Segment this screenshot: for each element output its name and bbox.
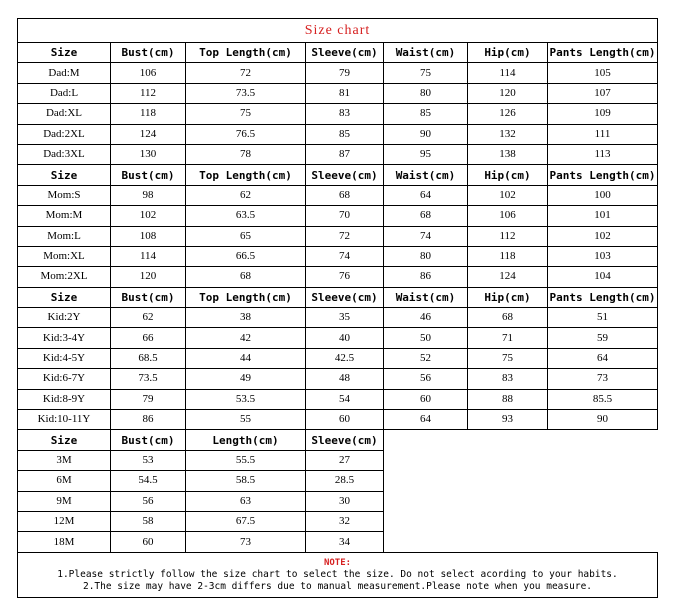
value-cell: 114 (468, 63, 548, 83)
mom-header-row (18, 165, 658, 185)
value-cell: 104 (548, 267, 658, 287)
value-cell: 34 (306, 532, 384, 552)
value-cell: 130 (111, 144, 186, 164)
size-cell: 9M (18, 491, 111, 511)
value-cell: 85 (384, 104, 468, 124)
size-cell: Kid:8-9Y (18, 389, 111, 409)
size-cell: Kid:2Y (18, 308, 111, 328)
value-cell: 32 (306, 511, 384, 531)
kid-header-cell: Bust(cm) (111, 287, 186, 307)
value-cell: 63.5 (186, 206, 306, 226)
value-cell: 68 (186, 267, 306, 287)
value-cell: 30 (306, 491, 384, 511)
value-cell: 42 (186, 328, 306, 348)
value-cell: 54.5 (111, 471, 186, 491)
value-cell: 102 (548, 226, 658, 246)
mom-header-cell: Pants Length(cm) (548, 165, 658, 185)
baby-header-cell: Length(cm) (186, 430, 306, 450)
table-row (18, 328, 658, 348)
size-cell: Kid:3-4Y (18, 328, 111, 348)
dad-header-cell: Waist(cm) (384, 43, 468, 63)
value-cell: 72 (186, 63, 306, 83)
value-cell: 90 (548, 410, 658, 430)
table-row (18, 104, 658, 124)
kid-header-cell: Size (18, 287, 111, 307)
size-chart-table (17, 18, 658, 598)
mom-header-cell: Top Length(cm) (186, 165, 306, 185)
size-cell: 12M (18, 511, 111, 531)
value-cell: 28.5 (306, 471, 384, 491)
table-row (18, 206, 658, 226)
value-cell: 75 (468, 348, 548, 368)
value-cell: 73 (186, 532, 306, 552)
size-cell: Dad:M (18, 63, 111, 83)
value-cell: 65 (186, 226, 306, 246)
kid-header-cell: Pants Length(cm) (548, 287, 658, 307)
value-cell: 70 (306, 206, 384, 226)
value-cell: 86 (111, 410, 186, 430)
note-title: NOTE: (323, 557, 352, 568)
chart-title: Size chart (18, 19, 658, 43)
value-cell: 51 (548, 308, 658, 328)
value-cell: 42.5 (306, 348, 384, 368)
baby-header-row (18, 430, 658, 450)
mom-header-cell: Waist(cm) (384, 165, 468, 185)
size-cell: Mom:M (18, 206, 111, 226)
value-cell: 112 (468, 226, 548, 246)
value-cell: 68 (306, 185, 384, 205)
value-cell: 79 (111, 389, 186, 409)
value-cell: 138 (468, 144, 548, 164)
size-cell: Mom:2XL (18, 267, 111, 287)
value-cell: 63 (186, 491, 306, 511)
table-row (18, 83, 658, 103)
value-cell: 102 (111, 206, 186, 226)
value-cell: 27 (306, 450, 384, 470)
value-cell: 95 (384, 144, 468, 164)
value-cell: 55 (186, 410, 306, 430)
table-row (18, 226, 658, 246)
baby-header-cell: Size (18, 430, 111, 450)
note-row (18, 552, 658, 597)
value-cell: 80 (384, 83, 468, 103)
value-cell: 81 (306, 83, 384, 103)
value-cell: 76 (306, 267, 384, 287)
value-cell: 120 (111, 267, 186, 287)
value-cell: 78 (186, 144, 306, 164)
size-cell: 3M (18, 450, 111, 470)
value-cell: 64 (384, 410, 468, 430)
dad-header-cell: Bust(cm) (111, 43, 186, 63)
value-cell: 66.5 (186, 246, 306, 266)
kid-header-cell: Waist(cm) (384, 287, 468, 307)
value-cell: 107 (548, 83, 658, 103)
value-cell: 86 (384, 267, 468, 287)
value-cell: 103 (548, 246, 658, 266)
value-cell: 74 (306, 246, 384, 266)
table-row (18, 185, 658, 205)
table-row (18, 308, 658, 328)
value-cell: 106 (111, 63, 186, 83)
value-cell: 72 (306, 226, 384, 246)
kid-header-cell: Top Length(cm) (186, 287, 306, 307)
value-cell: 73.5 (111, 369, 186, 389)
value-cell: 118 (111, 104, 186, 124)
mom-header-cell: Hip(cm) (468, 165, 548, 185)
value-cell: 112 (111, 83, 186, 103)
dad-header-cell: Hip(cm) (468, 43, 548, 63)
value-cell: 68.5 (111, 348, 186, 368)
value-cell: 50 (384, 328, 468, 348)
value-cell: 75 (186, 104, 306, 124)
size-cell: Kid:6-7Y (18, 369, 111, 389)
value-cell: 60 (111, 532, 186, 552)
baby-header-cell: Bust(cm) (111, 430, 186, 450)
value-cell: 56 (384, 369, 468, 389)
value-cell: 58.5 (186, 471, 306, 491)
value-cell: 64 (548, 348, 658, 368)
value-cell: 109 (548, 104, 658, 124)
value-cell: 79 (306, 63, 384, 83)
value-cell: 46 (384, 308, 468, 328)
dad-header-row (18, 43, 658, 63)
value-cell: 90 (384, 124, 468, 144)
value-cell: 113 (548, 144, 658, 164)
value-cell: 105 (548, 63, 658, 83)
value-cell: 124 (111, 124, 186, 144)
value-cell: 75 (384, 63, 468, 83)
value-cell: 98 (111, 185, 186, 205)
value-cell: 87 (306, 144, 384, 164)
dad-header-cell: Pants Length(cm) (548, 43, 658, 63)
dad-header-cell: Top Length(cm) (186, 43, 306, 63)
value-cell: 106 (468, 206, 548, 226)
value-cell: 118 (468, 246, 548, 266)
table-row (18, 267, 658, 287)
value-cell: 111 (548, 124, 658, 144)
value-cell: 53 (111, 450, 186, 470)
dad-header-cell: Sleeve(cm) (306, 43, 384, 63)
mom-header-cell: Sleeve(cm) (306, 165, 384, 185)
dad-header-cell: Size (18, 43, 111, 63)
value-cell: 80 (384, 246, 468, 266)
value-cell: 55.5 (186, 450, 306, 470)
value-cell: 101 (548, 206, 658, 226)
value-cell: 74 (384, 226, 468, 246)
value-cell: 83 (468, 369, 548, 389)
size-cell: Dad:L (18, 83, 111, 103)
table-row (18, 348, 658, 368)
value-cell: 85.5 (548, 389, 658, 409)
value-cell: 100 (548, 185, 658, 205)
value-cell: 108 (111, 226, 186, 246)
value-cell: 52 (384, 348, 468, 368)
value-cell: 76.5 (186, 124, 306, 144)
table-row (18, 369, 658, 389)
value-cell: 68 (384, 206, 468, 226)
size-cell: Dad:3XL (18, 144, 111, 164)
size-cell: Dad:XL (18, 104, 111, 124)
value-cell: 88 (468, 389, 548, 409)
value-cell: 60 (384, 389, 468, 409)
value-cell: 85 (306, 124, 384, 144)
table-row (18, 410, 658, 430)
value-cell: 71 (468, 328, 548, 348)
mom-header-cell: Bust(cm) (111, 165, 186, 185)
table-row (18, 246, 658, 266)
value-cell: 64 (384, 185, 468, 205)
value-cell: 38 (186, 308, 306, 328)
value-cell: 66 (111, 328, 186, 348)
table-row (18, 389, 658, 409)
value-cell: 62 (111, 308, 186, 328)
value-cell: 60 (306, 410, 384, 430)
mom-header-cell: Size (18, 165, 111, 185)
size-cell: Mom:S (18, 185, 111, 205)
size-cell: Kid:4-5Y (18, 348, 111, 368)
value-cell: 54 (306, 389, 384, 409)
baby-header-cell: Sleeve(cm) (306, 430, 384, 450)
value-cell: 40 (306, 328, 384, 348)
value-cell: 53.5 (186, 389, 306, 409)
table-row (18, 124, 658, 144)
value-cell: 44 (186, 348, 306, 368)
value-cell: 93 (468, 410, 548, 430)
empty-area (384, 430, 658, 552)
size-cell: 18M (18, 532, 111, 552)
note-line: 2.The size may have 2-3cm differs due to manual measurement.Please note when you measure. (82, 580, 593, 592)
size-cell: Dad:2XL (18, 124, 111, 144)
size-cell: Mom:L (18, 226, 111, 246)
value-cell: 120 (468, 83, 548, 103)
note-line: 1.Please strictly follow the size chart to select the size. Do not select acording to your habits. (57, 568, 618, 580)
value-cell: 124 (468, 267, 548, 287)
value-cell: 49 (186, 369, 306, 389)
value-cell: 126 (468, 104, 548, 124)
table-row (18, 144, 658, 164)
size-cell: Kid:10-11Y (18, 410, 111, 430)
value-cell: 67.5 (186, 511, 306, 531)
value-cell: 48 (306, 369, 384, 389)
size-cell: Mom:XL (18, 246, 111, 266)
value-cell: 73.5 (186, 83, 306, 103)
value-cell: 35 (306, 308, 384, 328)
note-cell (18, 552, 658, 597)
kid-header-cell: Sleeve(cm) (306, 287, 384, 307)
title-row (18, 19, 658, 43)
value-cell: 73 (548, 369, 658, 389)
size-cell: 6M (18, 471, 111, 491)
value-cell: 102 (468, 185, 548, 205)
value-cell: 132 (468, 124, 548, 144)
value-cell: 59 (548, 328, 658, 348)
kid-header-row (18, 287, 658, 307)
value-cell: 62 (186, 185, 306, 205)
value-cell: 56 (111, 491, 186, 511)
kid-header-cell: Hip(cm) (468, 287, 548, 307)
value-cell: 114 (111, 246, 186, 266)
value-cell: 68 (468, 308, 548, 328)
table-row (18, 63, 658, 83)
value-cell: 83 (306, 104, 384, 124)
value-cell: 58 (111, 511, 186, 531)
